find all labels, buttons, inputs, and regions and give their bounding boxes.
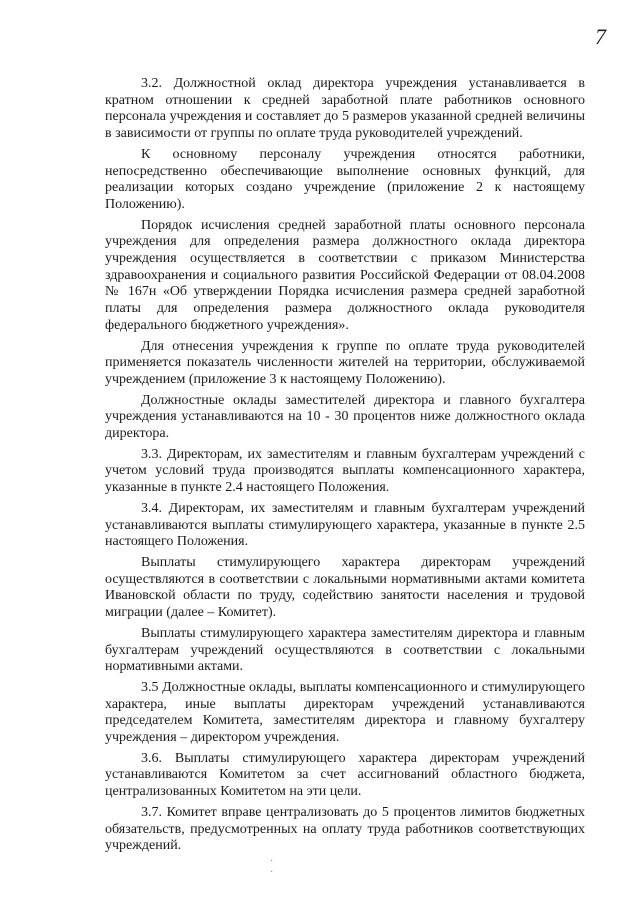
paragraph-deputy-salaries: Должностные оклады заместителей директора и главного бухгалтера учреждения устанавливаются на 10 - 30 процентов ниже должностного оклада директора. xyxy=(105,392,585,442)
paragraph-group-assignment: Для отнесения учреждения к группе по оплате труда руководителей применяется показатель численности жителей на территории, обслуживаемой учреждением (приложение 3 к настоящему Положению). xyxy=(105,338,585,387)
paragraph-main-staff: К основному персоналу учреждения относятся работники, непосредственно обеспечивающие выполнение основных функций, для реализации которых создано учреждение (приложение 2 к настоящему Положению). xyxy=(105,146,585,212)
page-number: 7 xyxy=(595,24,606,49)
paragraph-3-2: 3.2. Должностной оклад директора учреждения устанавливается в кратном отношении к средней заработной плате работников основного персонала учреждения и составляет до 5 размеров указанной средней величины в зависимости от группы по оплате труда руководителей учреждений. xyxy=(105,76,585,142)
paragraph-director-incentives: Выплаты стимулирующего характера директорам учреждений осуществляются в соответствии с локальными нормативными актами комитета Ивановской области по труду, содействию занятости населения и трудовой миграции (далее – Комитет). xyxy=(105,554,585,621)
paragraph-3-5: 3.5 Должностные оклады, выплаты компенсационного и стимулирующего характера, иные выплаты директорам учреждений устанавливаются председателем Комитета, заместителям директора и главному бухгалтеру учреждения – директором учреждения. xyxy=(105,679,585,746)
paragraph-salary-calculation: Порядок исчисления средней заработной платы основного персонала учреждения для определения размера должностного оклада директора учреждения осуществляется в соответствии с приказом Министерства здравоохранения и социального развития Российской Федерации от 08.04.2008 № 167н «Об утверждении Порядка исчисления размера средней заработной платы для определения размера должностного оклада руководителя федерального бюджетного учреждения». xyxy=(105,217,585,333)
scan-specks: · · xyxy=(270,856,334,878)
paragraph-3-7: 3.7. Комитет вправе централизовать до 5 процентов лимитов бюджетных обязательств, предусмотренных на оплату труда работников соответствующих учреждений. xyxy=(105,804,585,854)
paragraph-3-3: 3.3. Директорам, их заместителям и главным бухгалтерам учреждений с учетом условий труда производятся выплаты компенсационного характера, указанные в пункте 2.4 настоящего Положения. xyxy=(105,446,585,496)
paragraph-deputy-incentives: Выплаты стимулирующего характера заместителям директора и главным бухгалтерам учреждений осуществляются в соответствии с локальными нормативными актами. xyxy=(105,625,585,675)
paragraph-3-4: 3.4. Директорам, их заместителям и главным бухгалтерам учреждений устанавливаются выплаты стимулирующего характера, указанные в пункте 2.5 настоящего Положения. xyxy=(105,500,585,550)
paragraph-3-6: 3.6. Выплаты стимулирующего характера директорам учреждений устанавливаются Комитетом за счет ассигнований областного бюджета, централизованных Комитетом на эти цели. xyxy=(105,750,585,800)
document-body xyxy=(105,76,585,859)
